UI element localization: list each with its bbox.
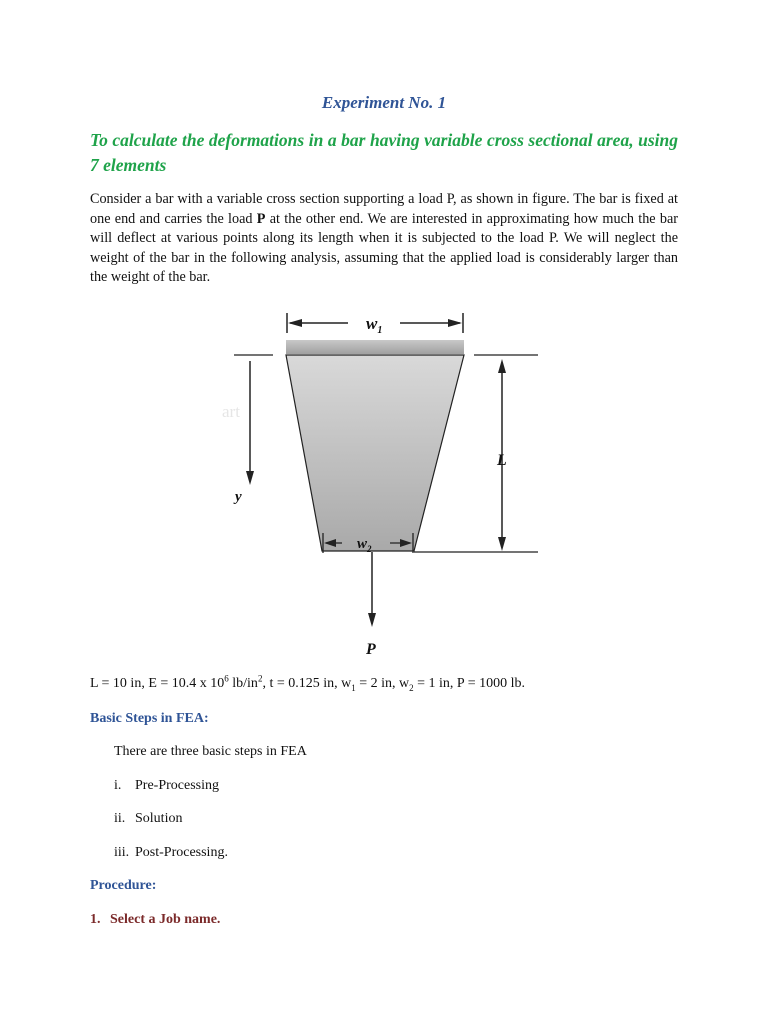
watermark-text: art	[222, 402, 240, 421]
step-text: Post-Processing.	[135, 845, 228, 860]
main-heading: To calculate the deformations in a bar having variable cross sectional area, using 7 elements	[90, 130, 678, 175]
params-text-3: , t = 0.125 in, w	[262, 676, 352, 691]
step-text: Solution	[135, 811, 183, 826]
intro-paragraph	[90, 190, 678, 288]
intro-text-part2: at the other end. We are interested in approximating how much the bar will deflect at various points along its length when it is subjected to the load P. We will neglect the weight of the bar in the following analysis, assuming that the applied load is considerably larger than the weight of the bar.	[90, 210, 678, 286]
w1-arrowhead-left	[288, 319, 302, 327]
step-list-item	[114, 845, 228, 861]
fixed-support-cap	[286, 340, 464, 354]
params-exponent: 6	[224, 673, 229, 684]
step-number: iii.	[114, 845, 130, 860]
procedure-step-text: Select a Job name.	[110, 912, 221, 927]
y-axis-arrowhead	[246, 471, 254, 485]
tapered-bar	[286, 355, 464, 551]
params-sub-1: 1	[351, 682, 356, 693]
y-label: y	[235, 489, 242, 505]
intro-text-part1: Consider a bar with a variable cross section supporting a load P, as shown in figure. The bar is fixed at one end and carries the load	[90, 191, 678, 227]
params-sub-2: 2	[409, 682, 414, 693]
parameters-line	[90, 673, 525, 693]
params-text-4: = 2 in, w	[355, 676, 410, 691]
experiment-title: Experiment No. 1	[321, 93, 447, 112]
step-list-item	[114, 778, 219, 794]
step-number: ii.	[114, 811, 126, 826]
tapered-bar-figure	[222, 305, 550, 665]
L-label: L	[497, 452, 507, 469]
basic-steps-heading: Basic Steps in FEA:	[90, 711, 209, 726]
step-text: Pre-Processing	[135, 778, 219, 793]
P-label: P	[366, 641, 376, 658]
params-text-2: lb/in	[228, 676, 258, 691]
procedure-step-number: 1.	[90, 912, 101, 927]
params-text-1: L = 10 in, E = 10.4 x 10	[90, 676, 225, 691]
steps-intro-text: There are three basic steps in FEA	[114, 744, 307, 759]
step-number: i.	[114, 778, 122, 793]
load-arrowhead	[368, 613, 376, 627]
params-text-5: = 1 in, P = 1000 lb.	[413, 676, 525, 691]
procedure-step	[90, 912, 220, 928]
w2-label: $w_2$	[357, 536, 372, 554]
intro-bold-load: P	[256, 210, 266, 227]
params-square: 2	[257, 673, 263, 684]
procedure-heading: Procedure:	[90, 878, 157, 893]
step-list-item	[114, 811, 182, 827]
w1-label: $w_1$	[366, 314, 383, 336]
L-arrowhead-top	[498, 359, 506, 373]
w1-arrowhead-right	[448, 319, 462, 327]
L-arrowhead-bottom	[498, 537, 506, 551]
